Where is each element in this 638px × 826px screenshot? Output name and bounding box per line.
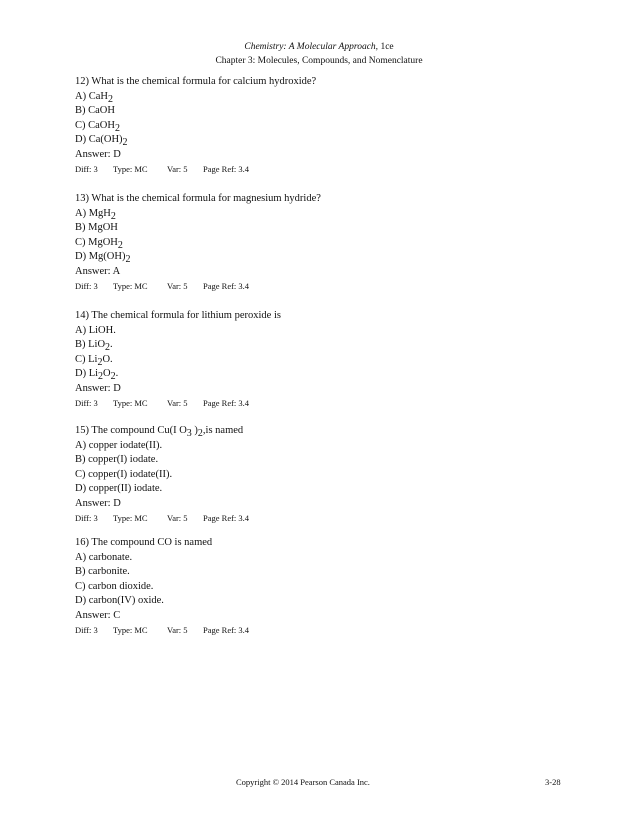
option-c: C) CaOH2 <box>75 119 120 134</box>
question-meta: Diff: 3 Type: MC Var: 5 Page Ref: 3.4 <box>75 512 250 523</box>
option-c: C) MgOH2 <box>75 236 123 251</box>
answer: Answer: C <box>75 609 121 621</box>
answer: Answer: A <box>75 265 121 277</box>
question-prompt: 14) The chemical formula for lithium peroxide is <box>75 310 281 321</box>
question-prompt: 13) What is the chemical formula for magnesium hydride? <box>75 193 321 204</box>
option-a: A) CaH2 <box>75 90 113 105</box>
option-b: B) CaOH <box>75 105 115 117</box>
page-header <box>0 40 638 68</box>
question-14 <box>75 309 575 409</box>
option-c: C) copper(I) iodate(II). <box>75 468 173 480</box>
answer: Answer: D <box>75 497 121 509</box>
question-13 <box>75 192 575 292</box>
question-16 <box>75 536 575 636</box>
option-c: C) Li2O. <box>75 353 113 368</box>
option-b: B) carbonite. <box>75 566 130 578</box>
header-chapter: Chapter 3: Molecules, Compounds, and Nomenclature <box>215 56 423 66</box>
option-b: B) copper(I) iodate. <box>75 454 159 466</box>
option-a: A) MgH2 <box>75 207 116 222</box>
option-a: A) copper iodate(II). <box>75 439 163 451</box>
question-meta: Diff: 3 Type: MC Var: 5 Page Ref: 3.4 <box>75 280 250 291</box>
header-book-line <box>0 40 638 54</box>
question-prompt: 12) What is the chemical formula for calcium hydroxide? <box>75 76 317 87</box>
copyright: Copyright © 2014 Pearson Canada Inc. <box>236 777 370 787</box>
option-c: C) carbon dioxide. <box>75 580 154 592</box>
question-meta: Diff: 3 Type: MC Var: 5 Page Ref: 3.4 <box>75 163 250 174</box>
question-12 <box>75 75 575 175</box>
option-d: D) Li2O2. <box>75 368 119 383</box>
option-d: D) Mg(OH)2 <box>75 251 131 266</box>
question-meta: Diff: 3 Type: MC Var: 5 Page Ref: 3.4 <box>75 624 250 635</box>
question-prompt: 16) The compound CO is named <box>75 537 213 548</box>
question-prompt: 15) The compound Cu(I O3 )2,is named <box>75 425 244 439</box>
question-meta: Diff: 3 Type: MC Var: 5 Page Ref: 3.4 <box>75 397 250 408</box>
question-15 <box>75 424 575 524</box>
option-b: B) MgOH <box>75 222 118 234</box>
option-b: B) LiO2. <box>75 339 113 354</box>
book-title: Chemistry: A Molecular Approach, <box>244 42 379 52</box>
option-a: A) carbonate. <box>75 551 133 563</box>
option-d: D) copper(II) iodate. <box>75 483 163 495</box>
book-edition: 1ce <box>378 42 394 52</box>
option-d: D) carbon(IV) oxide. <box>75 595 164 607</box>
option-d: D) Ca(OH)2 <box>75 134 128 149</box>
page-number: 3-28 <box>545 777 561 787</box>
option-a: A) LiOH. <box>75 324 116 336</box>
answer: Answer: D <box>75 382 121 394</box>
answer: Answer: D <box>75 148 121 160</box>
